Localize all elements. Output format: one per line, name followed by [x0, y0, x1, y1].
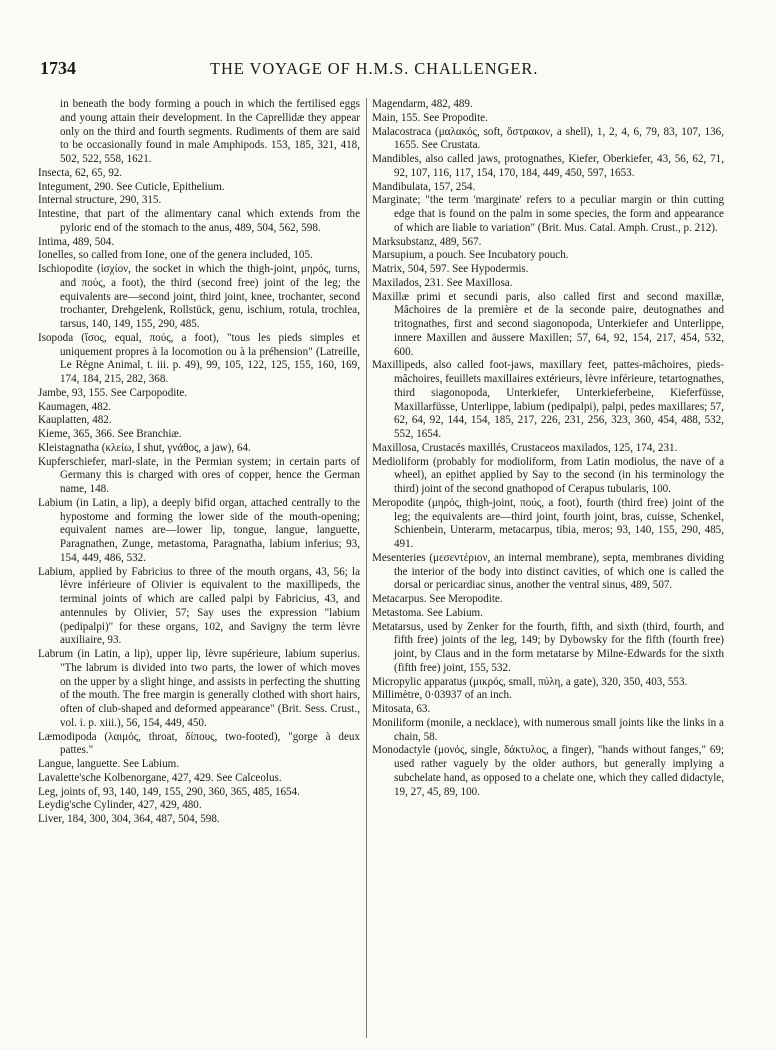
index-entry: Kauplatten, 482.	[38, 414, 112, 427]
index-entry: Kupferschiefer, marl-slate, in the Permian system; in certain parts of Germany this is charged with ores of copper, hence the German name, 148.	[38, 455, 360, 495]
index-entry: Mitosata, 63.	[372, 703, 431, 715]
index-entry: Internal structure, 290, 315.	[38, 194, 162, 207]
index-entry: Mesenteries (μεσεντέριον, an internal membrane), septa, membranes dividing the interior of the body into distinct cavities, of which one is called the dorsal or pericardiac sinus, another the ventral sinus, 489, 507.	[372, 551, 724, 592]
index-entry: Læmodipoda (λαιμός, throat, δίπους, two-footed), "gorge à deux pattes."	[38, 730, 360, 757]
left-column	[38, 98, 360, 827]
index-entry: Millimètre, 0·03937 of an inch.	[372, 689, 512, 702]
index-entry: Mandibles, also called jaws, protognathes, Kiefer, Oberkiefer, 43, 56, 62, 71, 92, 107, 116, 117, 154, 170, 184, 449, 450, 597, 1653.	[372, 153, 724, 179]
index-entry: Metastoma. See Labium.	[372, 606, 483, 619]
page-number: 1734	[40, 58, 76, 78]
index-entry: Liver, 184, 300, 304, 364, 487, 504, 598.	[38, 813, 220, 825]
index-entry: Maxilados, 231. See Maxillosa.	[372, 276, 513, 289]
index-entry: Integument, 290. See Cuticle, Epithelium.	[38, 180, 225, 193]
index-entry: Kaumagen, 482.	[38, 400, 112, 413]
index-entry: Jambe, 93, 155. See Carpopodite.	[38, 386, 188, 399]
index-entry: Langue, languette. See Labium.	[38, 758, 180, 770]
index-entry: Leydig'sche Cylinder, 427, 429, 480.	[38, 799, 202, 812]
index-entry: Maxillosa, Crustacés maxillés, Crustaceos maxilados, 125, 174, 231.	[372, 441, 678, 454]
index-entry: Labium, applied by Fabricius to three of the mouth organs, 43, 56; la lèvre inférieure of Olivier is equivalent to the maxillipeds, the terminal joints of which are called palpi by Fabricius, 43, and antennules by Olivier, 57; Say uses the expression "labium (pedipalpi)" for these organs, 102, and Savigny the term lèvre auxiliaire, 93.	[38, 565, 360, 647]
index-entry: Kleistagnatha (κλείω, I shut, γνάθος, a jaw), 64.	[38, 441, 251, 454]
index-entry: Maxillæ primi et secundi paris, also called first and second maxillæ, Mâchoires de la première et de la seconde paire, deutognathes and tritognathes, first and second siagonopoda, Unterkiefer and Unterlippe, innere Maxillen and äussere Maxillen; 57, 64, 92, 154, 217, 454, 532, 600.	[372, 290, 724, 358]
right-column	[372, 98, 724, 799]
index-entry: Monodactyle (μονός, single, δάκτυλος, a finger), "hands without fanges," 69; used rather vaguely by the older authors, but generally implying a subchelate hand, as opposed to a chelate one, which they called didactyle, 19, 27, 45, 89, 100.	[372, 744, 724, 798]
index-entry: Marginate; "the term 'marginate' refers to a peculiar margin or thin cutting edge that is found on the palm in some species, the form and appearance of which are liable to variation" (Brit. Mus. Catal. Amph. Crust., p. 212).	[372, 194, 724, 234]
index-entry: Ionelles, so called from Ione, one of the genera included, 105.	[38, 249, 313, 262]
page-header	[40, 58, 736, 82]
index-entry: Maxillipeds, also called foot-jaws, maxillary feet, pattes-mâchoires, pieds-mâchoires, feuillets maxillaires extérieurs, lèvre inférieure, tetartognathes, third siagonopoda, Unterkiefer, Unterkieferbeine, Kieferfüsse, Maxillarfüsse, Unterlippe, labium (pedipalpi), palpi, pedes maxillares; 57, 62, 64, 92, 144, 154, 185, 217, 226, 231, 256, 323, 360, 454, 488, 532, 552, 1654.	[372, 359, 724, 440]
index-entry: Lavalette'sche Kolbenorgane, 427, 429. See Calceolus.	[38, 771, 282, 784]
index-entry: Labrum (in Latin, a lip), upper lip, lèvre supérieure, labium superius. "The labrum is divided into two parts, the lower of which moves on the upper by a slight hinge, and assists in perfecting the shutting of the mouth. The free margin is generally clothed with short hairs, often of club-shaped and deformed appearance" (Brit. Sess. Crust., vol. i. p. xiii.), 56, 154, 449, 450.	[38, 648, 360, 729]
index-entry: Metatarsus, used by Zenker for the fourth, fifth, and sixth (third, fourth, and fifth free) joints of the leg, 149; by Dybowsky for the fifth (fourth free) joint, by Claus and in the form metatarse by Milne-Edwards for the sixth (fifth free) joint, 155, 532.	[372, 620, 724, 674]
index-entry: Ischiopodite (ἰσχίον, the socket in which the thigh-joint, μηρός, turns, and πούς, a foot), the third (second free) joint of the leg; the equivalents are—second joint, third joint, knee, trochanter, second trochanter, Drehgelenk, Rollstück, genu, ischium, rotula, trochlea, tarsus, 140, 149, 155, 290, 485.	[38, 263, 360, 330]
index-entry: Kieme, 365, 366. See Branchiæ.	[38, 428, 182, 440]
index-entry: Micropylic apparatus (μικρός, small, πύλη, a gate), 320, 350, 403, 553.	[372, 675, 688, 688]
index-entry: Labium (in Latin, a lip), a deeply bifid organ, attached centrally to the hypostome and forming the lower side of the mouth-opening; equivalent names are—lower lip, tongue, langue, languette, Paragnathen, Zunge, metastoma, Paragnatha, labium inferius; 93, 154, 449, 486, 532.	[38, 496, 360, 564]
index-entry: Isopoda (ἴσος, equal, πούς, a foot), "tous les pieds simples et uniquement propres à la locomotion ou à la préhension" (Latreille, Le Règne Animal, t. iii. p. 49), 99, 105, 122, 125, 155, 160, 169, 174, 184, 215, 282, 368.	[38, 331, 360, 385]
index-entry: Malacostraca (μαλακός, soft, ὄστρακον, a shell), 1, 2, 4, 6, 79, 83, 107, 136, 1655. See Crustata.	[372, 125, 724, 152]
index-entry: Leg, joints of, 93, 140, 149, 155, 290, 360, 365, 485, 1654.	[38, 785, 300, 798]
index-entry: Main, 155. See Propodite.	[372, 111, 488, 124]
continued-entry: in beneath the body forming a pouch in which the fertilised eggs and young attain their development. In the Caprellidæ they appear only on the third and fourth segments. Rudiments of them are said to be occasionally found in male Amphipods. 153, 185, 321, 418, 502, 522, 558, 1621.	[60, 98, 360, 165]
index-entry: Intima, 489, 504.	[38, 235, 115, 248]
index-entry: Marsupium, a pouch. See Incubatory pouch.	[372, 249, 569, 262]
index-entry: Intestine, that part of the alimentary canal which extends from the pyloric end of the stomach to the anus, 489, 504, 562, 598.	[38, 208, 360, 234]
index-entry: Matrix, 504, 597. See Hypodermis.	[372, 263, 529, 275]
index-entry: Moniliform (monile, a necklace), with numerous small joints like the links in a chain, 58.	[372, 716, 724, 743]
index-entry: Magendarm, 482, 489.	[372, 98, 473, 110]
index-entry: Metacarpus. See Meropodite.	[372, 593, 503, 605]
index-entry: Marksubstanz, 489, 567.	[372, 235, 482, 248]
index-entry: Insecta, 62, 65, 92.	[38, 166, 123, 179]
index-entry: Mandibulata, 157, 254.	[372, 180, 476, 193]
index-entry: Medioliform (probably for modioliform, from Latin modiolus, the nave of a wheel), an epithet applied by Say to the second (in his terminology the third) joint of the second gnathopod of Cerapus tubularis, 100.	[372, 455, 724, 495]
running-title: THE VOYAGE OF H.M.S. CHALLENGER.	[210, 59, 539, 78]
index-entry: Meropodite (μηρός, thigh-joint, πούς, a foot), fourth (third free) joint of the leg; the equivalents are—third joint, fourth joint, bras, cuisse, Schenkel, Schienbein, Unterarm, metacarpus, tibia, meros; 93, 140, 155, 290, 485, 491.	[372, 496, 724, 550]
column-divider	[366, 98, 367, 1038]
